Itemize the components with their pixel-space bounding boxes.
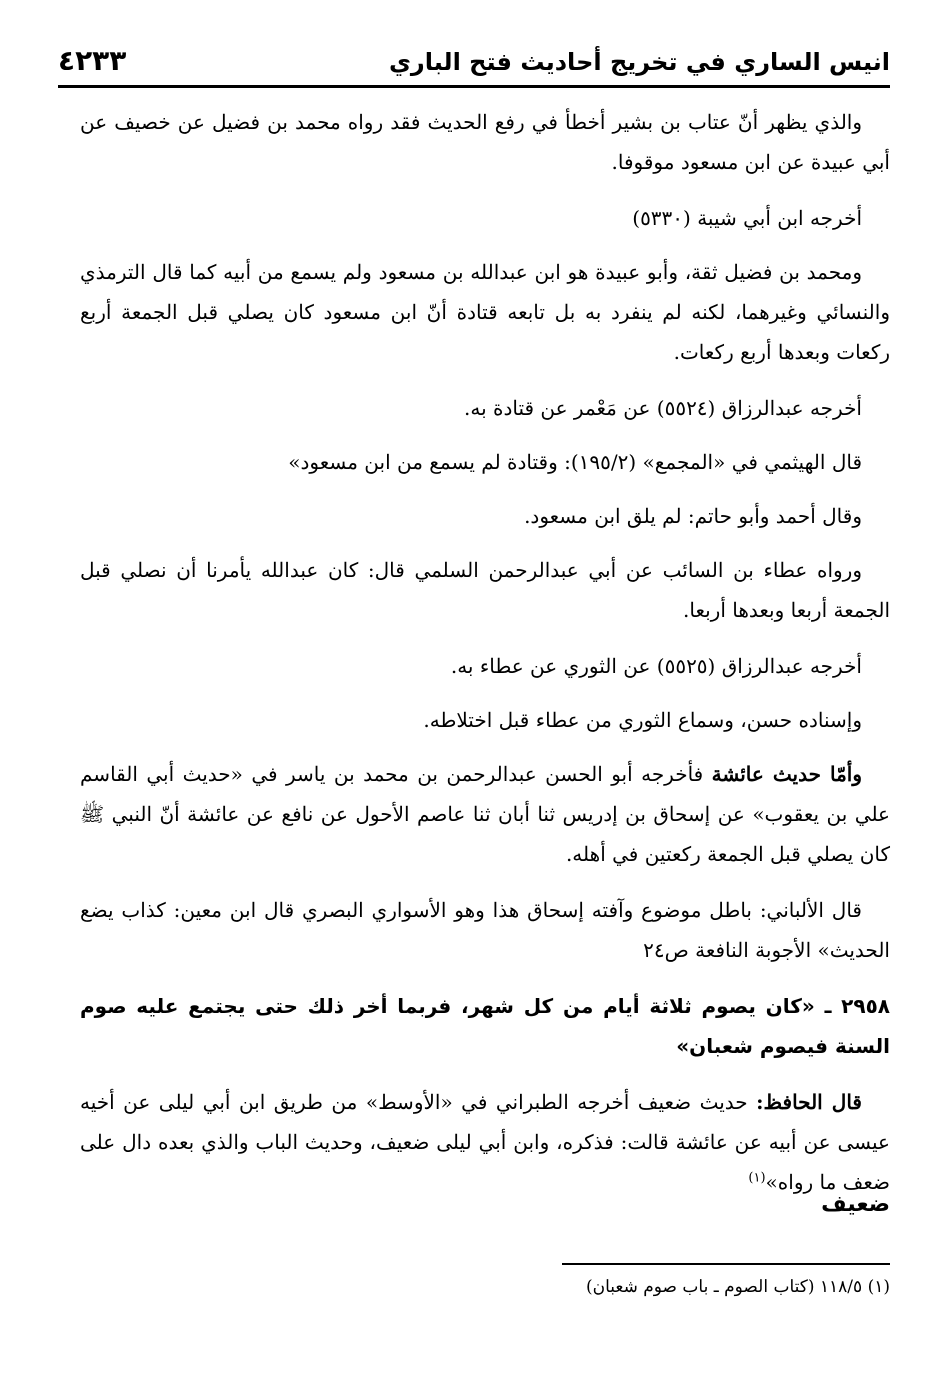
paragraph-9: وإسناده حسن، وسماع الثوري من عطاء قبل اختلاطه. — [423, 708, 862, 732]
paragraph-10 — [80, 754, 890, 874]
aisha-hadith-lead: وأمّا حديث عائشة — [711, 762, 862, 786]
hafiz-lead: قال الحافظ: — [756, 1090, 862, 1114]
page-number: ٤٢٣٣ — [58, 44, 127, 77]
paragraph-11: قال الألباني: باطل موضوع وآفته إسحاق هذا وهو الأسواري البصري قال ابن معين: كذاب يضع الحديث» الأجوبة النافعة ص٢٤ — [80, 898, 890, 962]
paragraph-12-text: حديث ضعيف أخرجه الطبراني في «الأوسط» من طريق ابن أبي ليلى عن أخيه عيسى عن أبيه عن عائشة قالت: فذكره، وابن أبي ليلى ضعيف، وحديث الباب والذي بعده دال على ضعف ما رواه» — [80, 1090, 890, 1194]
paragraph-10-text: فأخرجه أبو الحسن عبدالرحمن بن محمد بن ياسر في «حديث أبي القاسم علي بن يعقوب» عن إسحاق بن إدريس ثنا أبان ثنا عاصم الأحول عن نافع عن عائشة أنّ النبي ﷺ كان يصلي قبل الجمعة ركعتين في أهله. — [80, 762, 890, 866]
paragraph-5: قال الهيثمي في «المجمع» (١٩٥/٢): وقتادة لم يسمع من ابن مسعود» — [288, 450, 862, 474]
paragraph-1: والذي يظهر أنّ عتاب بن بشير أخطأ في رفع الحديث فقد رواه محمد بن فضيل عن خصيف عن أبي عبيدة عن ابن مسعود موقوفا. — [80, 110, 890, 174]
running-header — [58, 42, 890, 86]
paragraph-7: ورواه عطاء بن السائب عن أبي عبدالرحمن السلمي قال: كان عبدالله يأمرنا أن نصلي قبل الجمعة أربعا وبعدها أربعا. — [80, 558, 890, 622]
header-rule — [58, 85, 890, 88]
book-title: انيس الساري في تخريج أحاديث فتح الباري — [388, 48, 890, 76]
verdict-label: ضعيف — [821, 1192, 890, 1217]
hadith-heading: ٢٩٥٨ ـ «كان يصوم ثلاثة أيام من كل شهر، فربما أخر ذلك حتى يجتمع عليه صوم السنة فيصوم شعبان» — [80, 994, 890, 1058]
footnote-rule — [562, 1263, 890, 1265]
footnote: (١) ١١٨/٥ (كتاب الصوم ـ باب صوم شعبان) — [585, 1277, 890, 1297]
paragraph-12 — [80, 1082, 890, 1202]
paragraph-6: وقال أحمد وأبو حاتم: لم يلق ابن مسعود. — [524, 504, 862, 528]
paragraph-8: أخرجه عبدالرزاق (٥٥٢٥) عن الثوري عن عطاء به. — [450, 654, 862, 678]
footnote-ref: (١) — [748, 1170, 766, 1186]
paragraph-4: أخرجه عبدالرزاق (٥٥٢٤) عن مَعْمر عن قتادة به. — [463, 396, 862, 420]
paragraph-3: ومحمد بن فضيل ثقة، وأبو عبيدة هو ابن عبدالله بن مسعود ولم يسمع من أبيه كما قال الترمذي والنسائي وغيرهما، لكنه لم ينفرد به بل تابعه قتادة أنّ ابن مسعود كان يصلي قبل الجمعة أربع ركعات وبعدها أربع ركعات. — [80, 260, 890, 364]
paragraph-2: أخرجه ابن أبي شيبة (٥٣٣٠) — [632, 206, 862, 230]
body-text — [80, 102, 890, 1218]
